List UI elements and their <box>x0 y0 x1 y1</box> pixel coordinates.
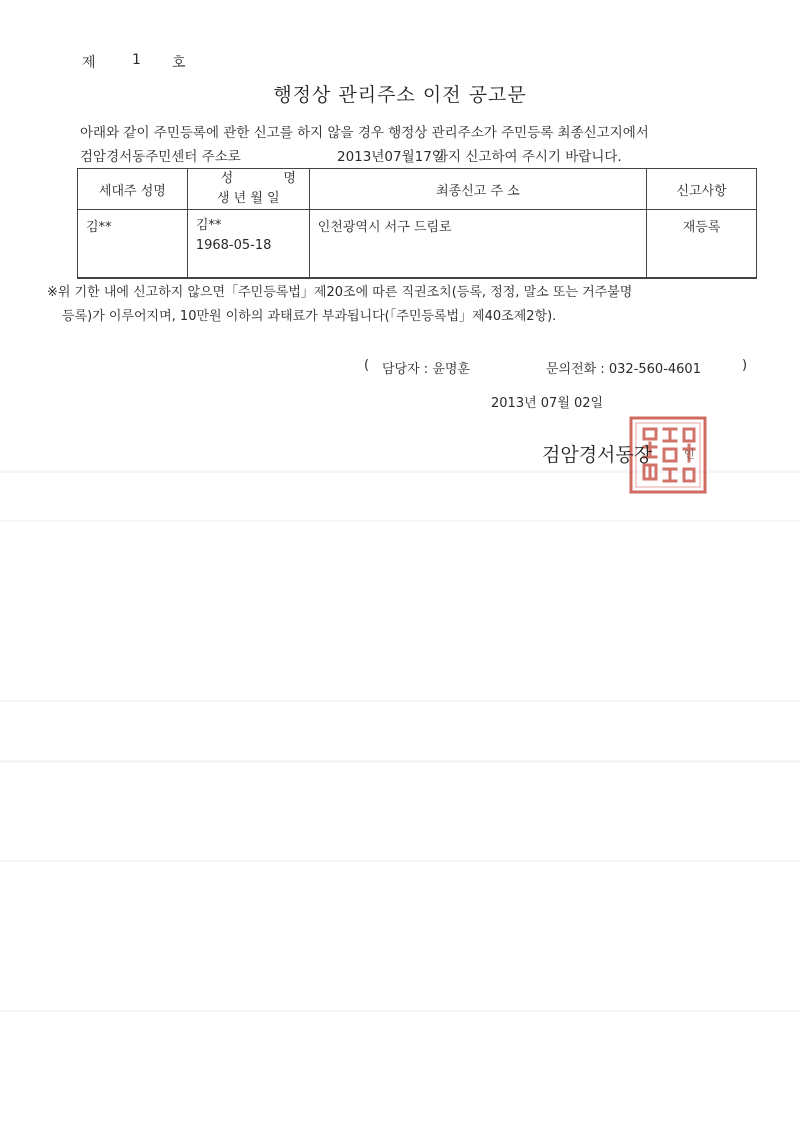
doc-number-value: 1 <box>132 52 141 68</box>
scan-artifact <box>0 760 800 763</box>
scan-artifact <box>0 1010 800 1012</box>
cell-name-value: 김** <box>195 218 222 233</box>
cell-owner: 김** <box>78 210 188 278</box>
seal-mark: 인 <box>684 448 695 461</box>
cell-name <box>187 210 309 278</box>
header-birth: 생 년 월 일 <box>216 191 280 206</box>
contact-open-paren: ( <box>364 358 370 373</box>
note-line-1: ※위 기한 내에 신고하지 않으면「주민등록법」제20조에 따른 직권조치(등록, 정정, 말소 또는 거주불명 <box>47 285 633 300</box>
intro-line-2 <box>80 145 622 165</box>
header-address: 최종신고 주 소 <box>309 169 646 210</box>
contact-close-paren: ) <box>742 358 748 373</box>
header-name-a: 성 <box>220 171 234 186</box>
cell-item: 재등록 <box>647 210 757 278</box>
note-line-2: 등록)가 이루어지며, 10만원 이하의 과태료가 부과됩니다(「주민등록법」제40조제2항). <box>62 309 557 324</box>
cell-birth-value: 1968-05-18 <box>195 238 272 253</box>
header-name-b: 명 <box>283 171 296 186</box>
scan-artifact <box>0 520 800 522</box>
intro-line-1: 아래와 같이 주민등록에 관한 신고를 하지 않을 경우 행정상 관리주소가 주민등록 최종신고지에서 <box>80 125 649 141</box>
header-item: 신고사항 <box>647 169 757 210</box>
scan-artifact <box>0 700 800 702</box>
doc-number-prefix: 제 <box>82 55 96 71</box>
table-spacer-row <box>78 278 757 279</box>
contact-person: 담당자 : 윤명훈 <box>382 362 470 377</box>
table-row <box>78 210 757 278</box>
intro-line-2-prefix: 검암경서동주민센터 주소로 <box>80 149 241 165</box>
scan-artifact <box>0 860 800 862</box>
contact-phone: 문의전화 : 032-560-4601 <box>546 362 701 377</box>
issuing-authority: 검암경서동장 <box>542 444 653 466</box>
header-name <box>187 169 309 210</box>
table-header-row <box>78 169 757 210</box>
page-title: 행정상 관리주소 이전 공고문 <box>273 84 527 106</box>
header-owner: 세대주 성명 <box>78 169 188 210</box>
deadline-date: 2013년07월17일 <box>337 149 445 165</box>
cell-address: 인천광역시 서구 드림로 <box>309 210 646 278</box>
intro-line-2-suffix: 까지 신고하여 주시기 바랍니다. <box>435 149 622 165</box>
notice-table <box>77 168 757 279</box>
doc-number-suffix: 호 <box>172 55 186 71</box>
issued-date: 2013년 07월 02일 <box>491 396 604 411</box>
